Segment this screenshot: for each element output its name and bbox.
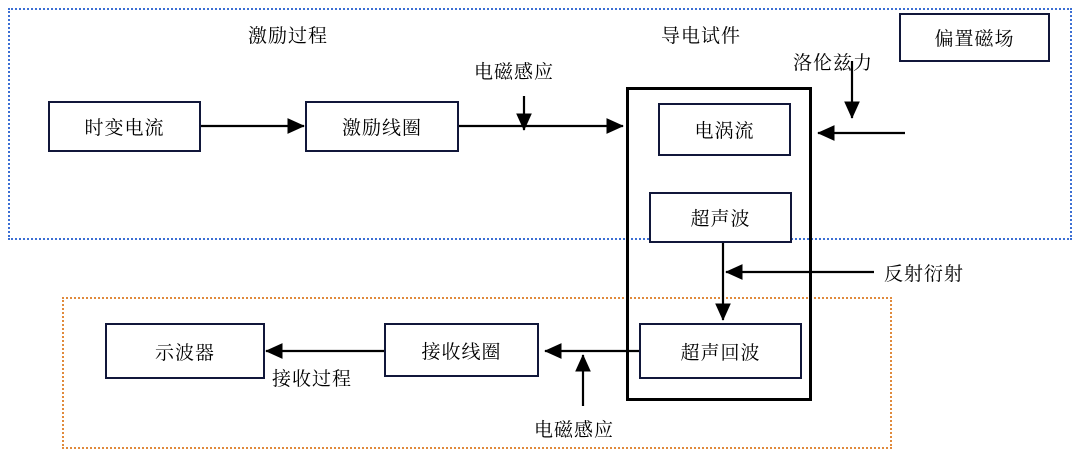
node-label: 超声波 [690, 209, 751, 230]
node-ultrasonic-echo[interactable] [639, 323, 802, 379]
label-excitation-process: 激励过程 [248, 26, 329, 47]
node-label: 时变电流 [84, 118, 165, 139]
label-receiving-process: 接收过程 [272, 369, 353, 390]
node-label: 电涡流 [694, 121, 755, 142]
label-lorentz-force: 洛伦兹力 [793, 53, 874, 74]
node-bias-magnetic-field[interactable] [899, 13, 1050, 62]
node-oscilloscope[interactable] [105, 323, 265, 379]
node-label: 超声回波 [680, 342, 761, 364]
node-label: 接收线圈 [421, 341, 502, 363]
node-label: 示波器 [154, 342, 215, 364]
label-reflection-diffraction: 反射衍射 [884, 264, 965, 285]
node-excitation-coil[interactable] [305, 101, 459, 152]
node-ultrasonic-wave[interactable] [649, 192, 792, 243]
label-em-induction-bottom: 电磁感应 [534, 420, 615, 441]
label-conductive-specimen: 导电试件 [661, 26, 742, 47]
node-receiving-coil[interactable] [384, 323, 539, 377]
label-em-induction-top: 电磁感应 [474, 62, 555, 83]
node-time-varying-current[interactable] [48, 101, 201, 152]
node-label: 激励线圈 [341, 118, 422, 139]
node-label: 偏置磁场 [934, 29, 1015, 50]
node-eddy-current[interactable] [658, 103, 791, 156]
